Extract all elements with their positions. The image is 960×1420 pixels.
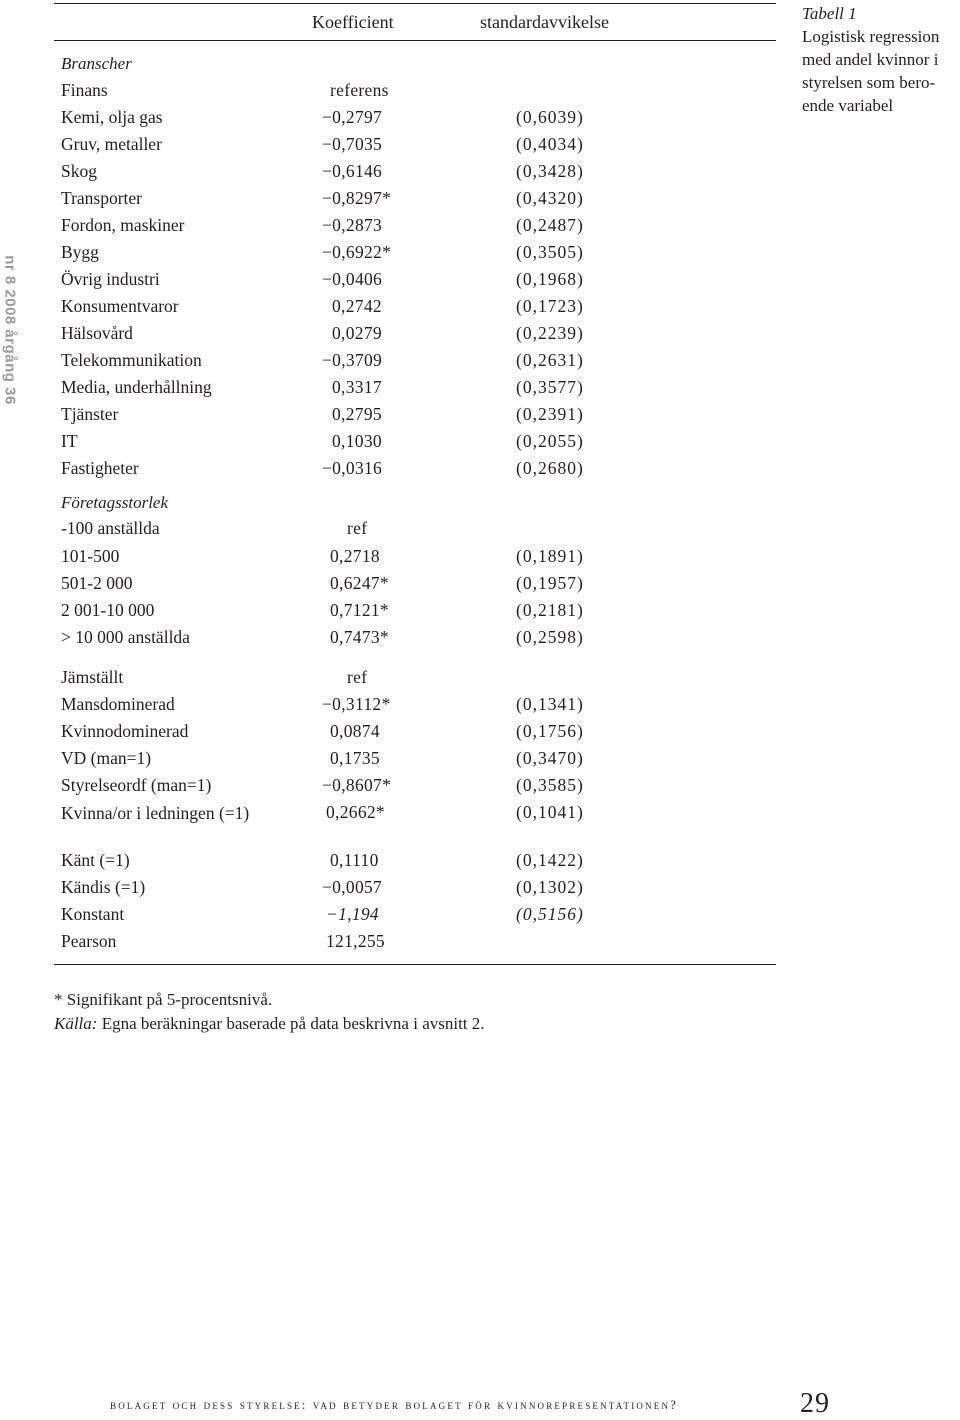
- table-row: [0, 242, 780, 269]
- row-std-dev: (0,1341): [516, 694, 584, 714]
- row-coefficient: 0,7473*: [330, 627, 389, 647]
- table-row: [0, 404, 780, 431]
- table-row: [0, 748, 780, 775]
- row-coefficient: 0,2662*: [326, 802, 385, 822]
- row-coefficient: −0,0316: [322, 458, 383, 478]
- table-row: [0, 627, 780, 654]
- table-bottom-rule: [54, 964, 776, 965]
- table-row: [0, 802, 780, 850]
- table-row: [0, 546, 780, 573]
- table-row: [0, 107, 780, 134]
- table-row: [0, 904, 780, 931]
- table-row: [0, 215, 780, 242]
- row-coefficient: −0,0406: [322, 269, 383, 289]
- table-row: [0, 431, 780, 458]
- row-coefficient: −0,7035: [322, 134, 383, 154]
- row-coefficient: −0,6146: [322, 161, 383, 181]
- row-label: Jämställt: [61, 667, 124, 687]
- row-label: 2 001-10 000: [61, 600, 155, 620]
- row-label: Kvinna/or i ledningen (=1): [61, 803, 250, 823]
- row-std-dev: (0,1891): [516, 546, 584, 566]
- table-row: [0, 850, 780, 877]
- row-coefficient: −0,2873: [322, 215, 383, 235]
- row-std-dev: (0,2391): [516, 404, 584, 424]
- row-label: Skog: [61, 161, 97, 181]
- row-label: Konsumentvaror: [61, 296, 179, 316]
- table-row: [0, 721, 780, 748]
- row-std-dev: (0,6039): [516, 107, 584, 127]
- table-row: [0, 931, 780, 958]
- row-coefficient: −0,8607*: [322, 775, 392, 795]
- row-std-dev: (0,2181): [516, 600, 584, 620]
- table-row: [0, 600, 780, 627]
- table-row: [0, 573, 780, 600]
- row-coefficient: 0,6247*: [330, 573, 389, 593]
- row-coefficient: −0,2797: [322, 107, 383, 127]
- row-std-dev: (0,3470): [516, 748, 584, 768]
- row-label: Telekommunikation: [61, 350, 202, 370]
- source-label: Källa:: [54, 1014, 98, 1033]
- row-coefficient: −0,3709: [322, 350, 383, 370]
- table-row: [0, 269, 780, 296]
- row-label: Media, underhållning: [61, 377, 212, 397]
- row-std-dev: (0,1756): [516, 721, 584, 741]
- significance-note: * Signifikant på 5-procentsnivå.: [54, 990, 273, 1009]
- row-std-dev: (0,2631): [516, 350, 584, 370]
- section-foretagsstorlek: Företagsstorlek: [61, 493, 169, 512]
- row-std-dev: (0,1723): [516, 296, 584, 316]
- row-std-dev: (0,1302): [516, 877, 584, 897]
- table-row: [0, 350, 780, 377]
- row-std-dev: (0,3428): [516, 161, 584, 181]
- row-std-dev: (0,1957): [516, 573, 584, 593]
- running-footer: bolaget och dess styrelse: vad betyder bolaget för kvinnorepresentationen?: [110, 1398, 678, 1412]
- table-caption-title: Tabell 1: [802, 4, 857, 23]
- table-header-rule: [54, 40, 776, 41]
- row-std-dev: (0,2598): [516, 627, 584, 647]
- row-std-dev: (0,2680): [516, 458, 584, 478]
- row-coefficient: 0,0874: [330, 721, 380, 741]
- row-label: Styrelseordf (man=1): [61, 775, 212, 795]
- row-std-dev: (0,4320): [516, 188, 584, 208]
- row-label: Gruv, metaller: [61, 134, 162, 154]
- row-coefficient: 0,1110: [330, 850, 379, 870]
- row-label: Tjänster: [61, 404, 119, 424]
- row-label: Kemi, olja gas: [61, 107, 163, 127]
- table-row: [0, 458, 780, 485]
- table-row: [0, 80, 780, 107]
- row-label: -100 anställda: [61, 518, 160, 538]
- row-label: VD (man=1): [61, 748, 152, 768]
- row-label: Fastigheter: [61, 458, 139, 478]
- table-row: [0, 296, 780, 323]
- table-top-rule: [54, 3, 776, 4]
- column-header-std-dev: standardavvikelse: [480, 12, 609, 32]
- row-label: IT: [61, 431, 78, 451]
- source-text: Egna beräkningar baserade på data beskrivna i avsnitt 2.: [97, 1014, 485, 1033]
- row-coefficient: 0,7121*: [330, 600, 389, 620]
- table-row: [0, 518, 780, 545]
- row-std-dev: (0,2055): [516, 431, 584, 451]
- row-label: Kändis (=1): [61, 877, 146, 897]
- row-coefficient: 0,3317: [332, 377, 382, 397]
- table-row: [0, 134, 780, 161]
- row-std-dev: (0,4034): [516, 134, 584, 154]
- row-coefficient: 0,2718: [330, 546, 380, 566]
- journal-issue-label: nr 8 2008 årgång 36: [1, 255, 19, 405]
- row-std-dev: (0,5156): [516, 904, 584, 924]
- row-coefficient: 0,1735: [330, 748, 380, 768]
- row-coefficient: referens: [330, 80, 389, 100]
- row-coefficient: ref: [347, 518, 368, 538]
- row-label: Kvinnodominerad: [61, 721, 189, 741]
- source-note: [54, 1012, 485, 1036]
- row-std-dev: (0,2487): [516, 215, 584, 235]
- table-row: [0, 775, 780, 802]
- row-coefficient: 0,1030: [332, 431, 382, 451]
- table-notes: [54, 988, 485, 1036]
- table-row: [0, 667, 780, 694]
- table-caption: [802, 2, 960, 117]
- row-label: Mansdominerad: [61, 694, 175, 714]
- row-label: Bygg: [61, 242, 99, 262]
- row-coefficient: 0,2742: [332, 296, 382, 316]
- row-coefficient: 0,2795: [332, 404, 382, 424]
- table-row: [0, 323, 780, 350]
- row-coefficient: 0,0279: [332, 323, 382, 343]
- table-row: [0, 188, 780, 215]
- table-row: [0, 161, 780, 188]
- row-label: Pearson: [61, 931, 117, 951]
- row-label: > 10 000 anställda: [61, 627, 190, 647]
- row-std-dev: (0,2239): [516, 323, 584, 343]
- row-label: 101-500: [61, 546, 120, 566]
- row-label: Övrig industri: [61, 269, 160, 289]
- row-std-dev: (0,1041): [516, 802, 584, 822]
- column-header-coefficient: Koefficient: [312, 12, 394, 32]
- row-label: 501-2 000: [61, 573, 133, 593]
- row-label: Fordon, maskiner: [61, 215, 185, 235]
- row-std-dev: (0,3505): [516, 242, 584, 262]
- row-label: Finans: [61, 80, 108, 100]
- row-std-dev: (0,3577): [516, 377, 584, 397]
- row-std-dev: (0,3585): [516, 775, 584, 795]
- row-label: Hälsovård: [61, 323, 133, 343]
- row-coefficient: −1,194: [326, 904, 379, 924]
- row-coefficient: ref: [347, 667, 368, 687]
- row-coefficient: 121,255: [326, 931, 385, 951]
- row-label: Konstant: [61, 904, 125, 924]
- row-coefficient: −0,3112*: [322, 694, 391, 714]
- table-row: [0, 877, 780, 904]
- row-std-dev: (0,1422): [516, 850, 584, 870]
- section-branscher: Branscher: [61, 54, 132, 73]
- table-caption-text: Logistisk regression med andel kvinnor i styrelsen som bero-ende variabel: [802, 27, 940, 115]
- row-label: Transporter: [61, 188, 143, 208]
- page-number: 29: [800, 1388, 830, 1419]
- row-coefficient: −0,8297*: [322, 188, 392, 208]
- row-label: Känt (=1): [61, 850, 130, 870]
- row-std-dev: (0,1968): [516, 269, 584, 289]
- table-row: [0, 694, 780, 721]
- row-coefficient: −0,6922*: [322, 242, 392, 262]
- row-coefficient: −0,0057: [322, 877, 383, 897]
- table-row: [0, 377, 780, 404]
